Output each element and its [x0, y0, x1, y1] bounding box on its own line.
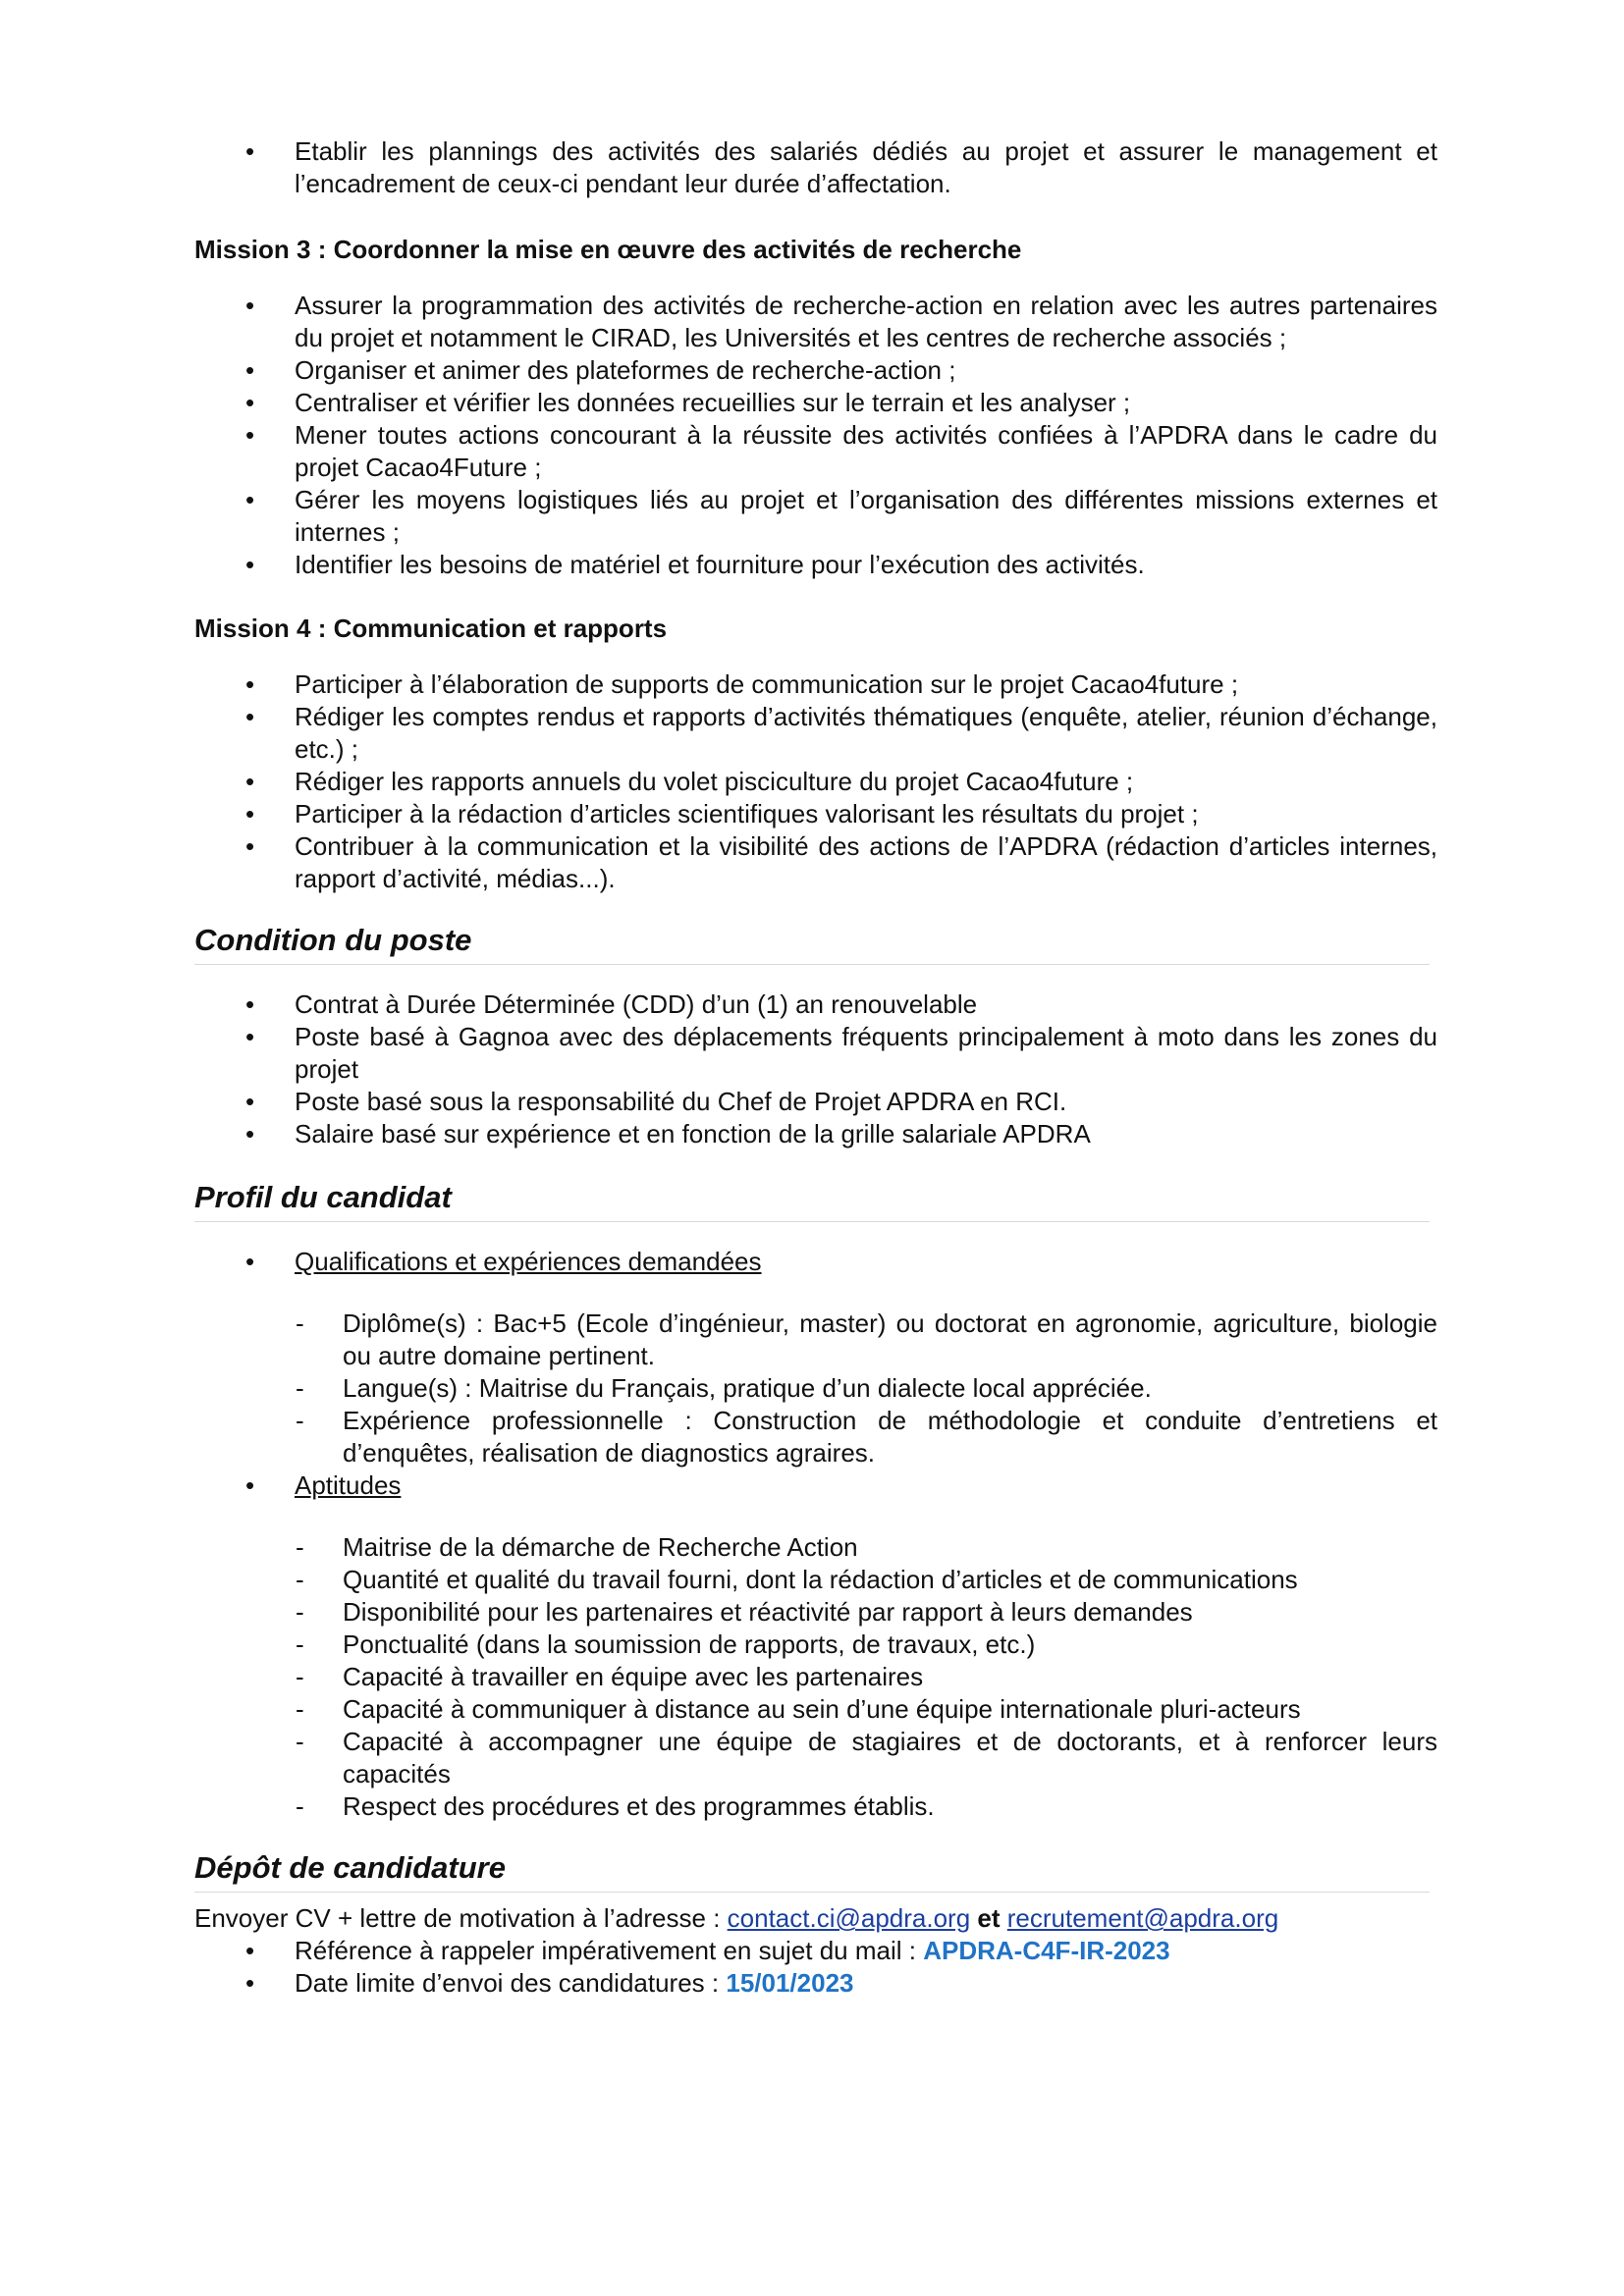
list-item: - Capacité à travailler en équipe avec les partenaires	[194, 1661, 1437, 1693]
deadline-label: Date limite d’envoi des candidatures :	[295, 1968, 727, 1998]
mission4-heading: Mission 4 : Communication et rapports	[194, 614, 668, 643]
top-bullet-list	[194, 135, 1437, 200]
qualifications-item	[194, 1246, 1437, 1278]
email-recrutement-link[interactable]: recrutement@apdra.org	[1006, 1903, 1279, 1933]
document-page	[194, 135, 1437, 2000]
list-item: • Participer à l’élaboration de supports de communication sur le projet Cacao4future ;	[194, 668, 1437, 701]
list-item: • Gérer les moyens logistiques liés au projet et l’organisation des différentes missions externes et internes ;	[194, 484, 1437, 549]
depot-list	[194, 1935, 1437, 2000]
list-item: • Assurer la programmation des activités de recherche-action en relation avec les autres partenaires du projet et notamment le CIRAD, les Universités et les centres de recherche associés ;	[194, 290, 1437, 354]
list-item: • Organiser et animer des plateformes de recherche-action ;	[194, 354, 1437, 387]
list-item: • Rédiger les comptes rendus et rapports d’activités thématiques (enquête, atelier, réunion d’échange, etc.) ;	[194, 701, 1437, 766]
depot-heading: Dépôt de candidature	[194, 1848, 1430, 1893]
list-item: • Poste basé à Gagnoa avec des déplacements fréquents principalement à moto dans les zones du projet	[194, 1021, 1437, 1086]
list-item: • Mener toutes actions concourant à la réussite des activités confiées à l’APDRA dans le cadre du projet Cacao4Future ;	[194, 419, 1437, 484]
list-item: • Participer à la rédaction d’articles scientifiques valorisant les résultats du projet ;	[194, 798, 1437, 830]
list-item: - Disponibilité pour les partenaires et réactivité par rapport à leurs demandes	[194, 1596, 1437, 1629]
list-item: - Ponctualité (dans la soumission de rapports, de travaux, etc.)	[194, 1629, 1437, 1661]
aptitudes-parent-list	[194, 1469, 1437, 1502]
list-item: - Diplôme(s) : Bac+5 (Ecole d’ingénieur, master) ou doctorat en agronomie, agriculture, biologie ou autre domaine pertinent.	[194, 1308, 1437, 1372]
list-item: • Etablir les plannings des activités des salariés dédiés au projet et assurer le management et l’encadrement de ceux-ci pendant leur durée d’affectation.	[194, 135, 1437, 200]
list-item: • Rédiger les rapports annuels du volet pisciculture du projet Cacao4future ;	[194, 766, 1437, 798]
list-item: - Capacité à communiquer à distance au sein d’une équipe internationale pluri-acteurs	[194, 1693, 1437, 1726]
depot-intro-text: Envoyer CV + lettre de motivation à l’adresse :	[194, 1903, 728, 1933]
aptitudes-list	[194, 1531, 1437, 1823]
qualifications-list	[194, 1308, 1437, 1469]
deadline-item	[194, 1967, 1437, 2000]
depot-conjunction: et	[970, 1903, 1007, 1933]
mission3-heading: Mission 3 : Coordonner la mise en œuvre des activités de recherche	[194, 235, 1022, 264]
condition-heading: Condition du poste	[194, 921, 1430, 965]
condition-list	[194, 988, 1437, 1150]
list-item: • Contrat à Durée Déterminée (CDD) d’un (1) an renouvelable	[194, 988, 1437, 1021]
reference-label: Référence à rappeler impérativement en sujet du mail :	[295, 1936, 924, 1965]
email-contact-link[interactable]: contact.ci@apdra.org	[727, 1903, 971, 1933]
qualifications-label: Qualifications et expériences demandées	[295, 1247, 762, 1276]
list-item: - Langue(s) : Maitrise du Français, pratique d’un dialecte local appréciée.	[194, 1372, 1437, 1405]
list-item: • Identifier les besoins de matériel et fourniture pour l’exécution des activités.	[194, 549, 1437, 581]
profil-heading: Profil du candidat	[194, 1178, 1430, 1222]
reference-item	[194, 1935, 1437, 1967]
deadline-value: 15/01/2023	[726, 1968, 854, 1998]
aptitudes-label: Aptitudes	[295, 1470, 402, 1500]
mission4-list	[194, 668, 1437, 895]
profil-list	[194, 1246, 1437, 1278]
mission3-list	[194, 290, 1437, 581]
list-item: - Capacité à accompagner une équipe de stagiaires et de doctorants, et à renforcer leurs capacités	[194, 1726, 1437, 1790]
list-item: - Maitrise de la démarche de Recherche Action	[194, 1531, 1437, 1564]
list-item: • Poste basé sous la responsabilité du Chef de Projet APDRA en RCI.	[194, 1086, 1437, 1118]
depot-intro-line	[194, 1902, 1437, 1935]
list-item: • Salaire basé sur expérience et en fonction de la grille salariale APDRA	[194, 1118, 1437, 1150]
list-item: - Expérience professionnelle : Construction de méthodologie et conduite d’entretiens et d’enquêtes, réalisation de diagnostics agraires.	[194, 1405, 1437, 1469]
list-item: - Quantité et qualité du travail fourni, dont la rédaction d’articles et de communications	[194, 1564, 1437, 1596]
list-item: • Centraliser et vérifier les données recueillies sur le terrain et les analyser ;	[194, 387, 1437, 419]
list-item: - Respect des procédures et des programmes établis.	[194, 1790, 1437, 1823]
list-item: • Contribuer à la communication et la visibilité des actions de l’APDRA (rédaction d’articles internes, rapport d’activité, médias...).	[194, 830, 1437, 895]
aptitudes-item	[194, 1469, 1437, 1502]
reference-value: APDRA-C4F-IR-2023	[923, 1936, 1170, 1965]
